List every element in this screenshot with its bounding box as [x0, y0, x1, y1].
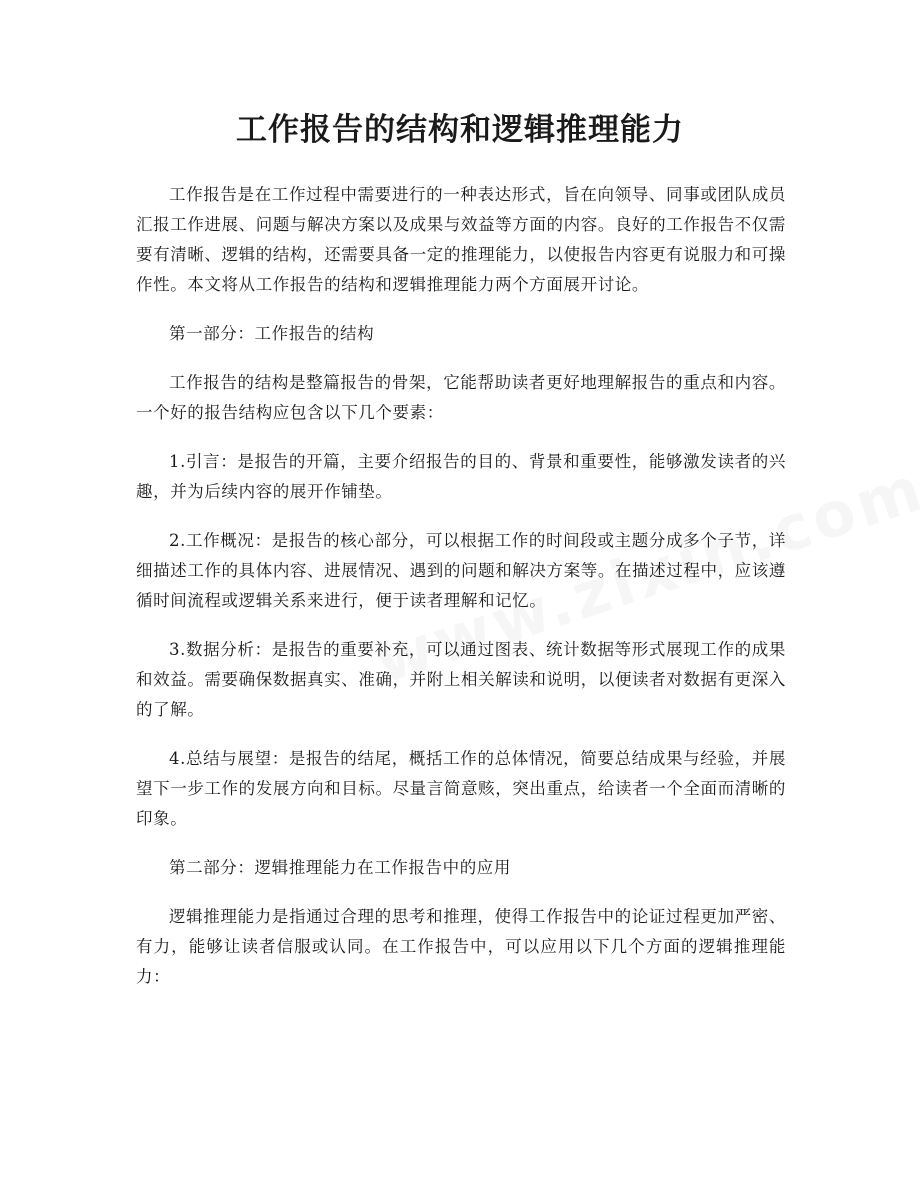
document-title: 工作报告的结构和逻辑推理能力	[236, 112, 684, 148]
section-heading-part-one: 第一部分：工作报告的结构	[169, 324, 375, 343]
paragraph-intro: 工作报告是在工作过程中需要进行的一种表达形式，旨在向领导、同事或团队成员汇报工作进展、问题与解决方案以及成果与效益等方面的内容。良好的工作报告不仅需要有清晰、逻辑的结构，还需要具备一定的推理能力，以使报告内容更有说服力和可操作性。本文将从工作报告的结构和逻辑推理能力两个方面展开讨论。	[136, 185, 786, 294]
paragraph-structure-overview: 工作报告的结构是整篇报告的骨架，它能帮助读者更好地理解报告的重点和内容。一个好的报告结构应包含以下几个要素：	[136, 373, 786, 422]
paragraph-item-summary: 4.总结与展望：是报告的结尾，概括工作的总体情况，简要总结成果与经验，并展望下一步工作的发展方向和目标。尽量言简意赅，突出重点，给读者一个全面而清晰的印象。	[136, 749, 786, 828]
section-heading-part-two: 第二部分：逻辑推理能力在工作报告中的应用	[169, 858, 511, 877]
paragraph-item-data-analysis: 3.数据分析：是报告的重要补充，可以通过图表、统计数据等形式展现工作的成果和效益。需要确保数据真实、准确，并附上相关解读和说明，以便读者对数据有更深入的了解。	[136, 640, 786, 719]
document-body	[136, 180, 786, 1011]
paragraph-logic-intro: 逻辑推理能力是指通过合理的思考和推理，使得工作报告中的论证过程更加严密、有力，能够让读者信服或认同。在工作报告中，可以应用以下几个方面的逻辑推理能力：	[136, 907, 786, 986]
paragraph-item-work-overview: 2.工作概况：是报告的核心部分，可以根据工作的时间段或主题分成多个子节，详细描述工作的具体内容、进展情况、遇到的问题和解决方案等。在描述过程中，应该遵循时间流程或逻辑关系来进行，便于读者理解和记忆。	[136, 531, 786, 610]
paragraph-item-introduction: 1.引言：是报告的开篇，主要介绍报告的目的、背景和重要性，能够激发读者的兴趣，并为后续内容的展开作铺垫。	[136, 452, 786, 501]
